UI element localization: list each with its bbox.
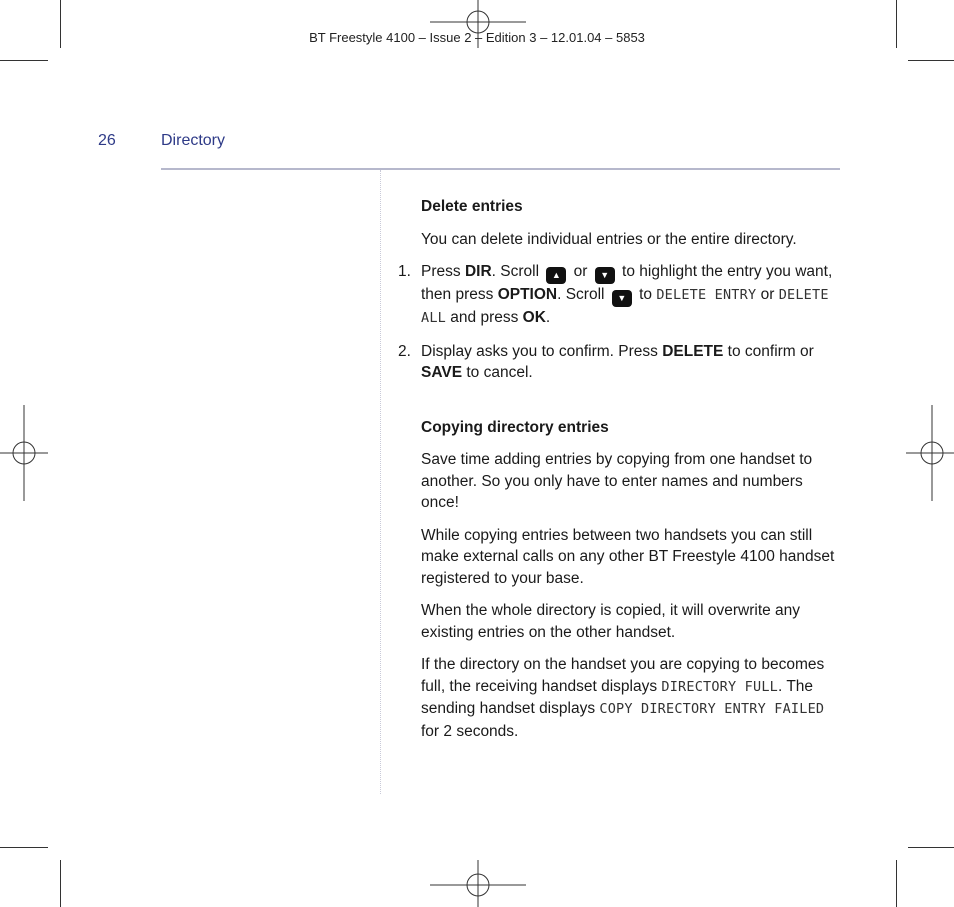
lcd-text-copy-failed: COPY DIRECTORY ENTRY FAILED [599,701,825,717]
step-number: 1. [398,263,411,280]
key-save: SAVE [421,364,463,381]
copying-paragraph-1: Save time adding entries by copying from one handset to another. So you only have to enter names and numbers once! [421,451,813,511]
crop-mark [896,860,897,907]
crop-mark [0,60,48,61]
lcd-text-delete-all: DELETE ALL [421,287,829,326]
scroll-down-key-icon: ▼ [612,290,632,307]
delete-step-1: 1. Press DIR. Scroll ▲ or ▼ to highlight the entry you want, then press OPTION. Scroll ▼ to DELETE ENTRY or DELETE ALL and press OK. [398,263,833,326]
registration-mark-icon [906,405,954,501]
delete-entries-heading: Delete entries [421,198,523,215]
delete-step-2: 2. Display asks you to confirm. Press DELETE to confirm or SAVE to cancel. [398,342,814,381]
scroll-down-key-icon: ▼ [595,267,615,284]
crop-mark [908,60,954,61]
crop-mark [60,860,61,907]
registration-mark-icon [0,405,48,501]
delete-entries-intro: You can delete individual entries or the entire directory. [421,230,797,248]
print-info-header: BT Freestyle 4100 – Issue 2 – Edition 3 – 12.01.04 – 5853 [309,30,645,45]
key-option: OPTION [497,286,558,303]
copying-paragraph-3: When the whole directory is copied, it will overwrite any existing entries on the other handset. [421,602,801,641]
copying-paragraph-4: If the directory on the handset you are copying to becomes full, the receiving handset displays DIRECTORY FULL. The sending handset displays COPY DIRECTORY ENTRY FAILED for 2 seconds. [421,656,825,740]
registration-mark-icon [430,860,526,907]
scroll-up-key-icon: ▲ [546,267,566,284]
lcd-text-directory-full: DIRECTORY FULL [661,678,778,695]
key-dir: DIR [464,263,492,280]
step-number: 2. [398,342,411,360]
column-divider [380,170,381,794]
crop-mark [0,847,48,848]
lcd-text-delete-entry: DELETE ENTRY [656,287,757,303]
key-ok: OK [522,309,546,326]
copying-paragraph-2: While copying entries between two handsets you can still make external calls on any other BT Freestyle 4100 handset registered to your base. [421,526,835,587]
key-delete: DELETE [662,342,724,360]
section-title: Directory [161,132,226,149]
main-content [398,196,841,753]
page-number: 26 [98,132,116,149]
header-rule [161,168,840,170]
copying-heading: Copying directory entries [421,418,609,436]
crop-mark [908,847,954,848]
